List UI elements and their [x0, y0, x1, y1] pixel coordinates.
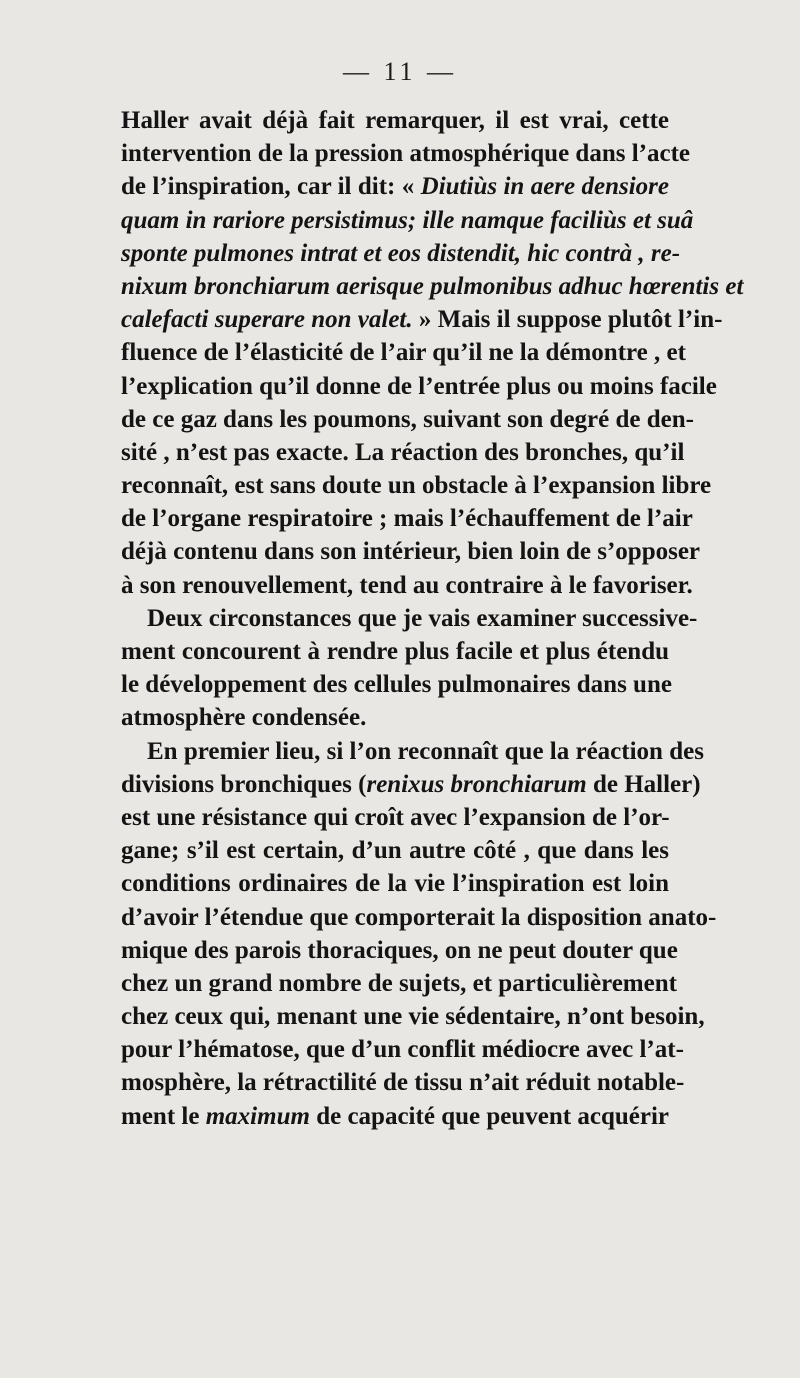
text-line — [121, 535, 701, 568]
text-segment: » Mais il suppose plutôt l’in- — [412, 306, 723, 334]
italic-text: calefacti superare non valet. — [121, 306, 413, 334]
text-line — [121, 901, 717, 934]
text-segment: fluence de l’élasticité de l’air qu’il ne la démontre , et — [121, 339, 686, 367]
italic-text: sponte pulmones intrat et eos distendit, hic contrà , re- — [121, 239, 681, 267]
text-line — [121, 867, 669, 900]
text-line — [121, 336, 686, 369]
text-segment: déjà contenu dans son intérieur, bien loin de s’opposer — [121, 538, 701, 566]
text-segment: le développement des cellules pulmonaires dans une — [121, 671, 672, 699]
text-line — [121, 1100, 669, 1133]
italic-text: Diutiùs in aere densiore — [420, 173, 670, 201]
text-line — [121, 934, 678, 967]
text-segment: mosphère, la rétractilité de tissu n’ait réduit notable- — [121, 1069, 685, 1097]
text-segment: divisions bronchiques ( — [121, 770, 367, 798]
text-segment: sité , n’est pas exacte. La réaction des bronches, qu’il — [121, 438, 685, 466]
text-line — [121, 1000, 705, 1033]
text-segment: Deux circonstances que je vais examiner successive- — [147, 604, 698, 632]
text-segment: mique des parois thoraciques, on ne peut douter que — [121, 936, 678, 964]
text-line — [121, 104, 669, 137]
text-line — [121, 834, 669, 867]
text-line — [121, 635, 669, 668]
text-line — [121, 237, 681, 270]
text-line — [121, 768, 701, 801]
text-line — [121, 1033, 684, 1066]
italic-text: nixum bronchiarum aerisque pulmonibus adhuc hœrentis et — [121, 272, 744, 300]
text-segment: ment le — [121, 1102, 206, 1130]
text-line — [121, 701, 669, 734]
text-segment: de l’organe respiratoire ; mais l’échauffement de l’air — [121, 505, 693, 533]
text-line — [121, 270, 744, 303]
text-line — [121, 469, 712, 502]
text-line — [121, 735, 704, 768]
body-text — [121, 104, 744, 1133]
text-line — [121, 569, 693, 602]
text-segment: atmosphère condensée. — [121, 704, 367, 732]
text-segment: à son renouvellement, tend au contraire à le favoriser. — [121, 571, 693, 599]
text-segment: reconnaît, est sans doute un obstacle à l’expansion libre — [121, 472, 712, 500]
text-line — [121, 502, 693, 535]
text-segment: de Haller) — [586, 770, 701, 798]
text-line — [121, 370, 717, 403]
text-line — [121, 170, 669, 203]
text-line — [121, 1066, 685, 1099]
text-line — [121, 204, 694, 237]
italic-text: maximum — [205, 1102, 310, 1130]
text-segment: En premier lieu, si l’on reconnaît que la réaction des — [147, 737, 704, 765]
text-line — [121, 403, 694, 436]
text-segment: l’explication qu’il donne de l’entrée plus ou moins facile — [121, 372, 717, 400]
italic-text: quam in rariore persistimus; ille namque faciliùs et suâ — [121, 206, 694, 234]
text-segment: Haller avait déjà fait remarquer, il est vrai, cette — [121, 107, 669, 134]
text-line — [121, 801, 669, 834]
text-line — [121, 967, 677, 1000]
text-segment: chez ceux qui, menant une vie sédentaire, n’ont besoin, — [121, 1003, 705, 1031]
text-segment: ment concourent à rendre plus facile et plus étendu — [121, 638, 669, 665]
text-line — [121, 137, 690, 170]
text-segment: gane; s’il est certain, d’un autre côté , que dans les — [121, 837, 669, 865]
page-number: — 11 — — [342, 57, 458, 86]
text-line — [121, 668, 672, 701]
text-segment: intervention de la pression atmosphérique dans l’acte — [121, 140, 690, 168]
text-segment: pour l’hématose, que d’un conflit médiocre avec l’at- — [121, 1036, 684, 1064]
text-segment: conditions ordinaires de la vie l’inspiration est loin — [121, 870, 669, 898]
text-segment: est une résistance qui croît avec l’expansion de l’or- — [121, 803, 670, 831]
text-line — [121, 436, 685, 469]
text-segment: de ce gaz dans les poumons, suivant son degré de den- — [121, 405, 694, 433]
text-line — [121, 602, 698, 635]
italic-text: renixus bronchiarum — [366, 770, 587, 798]
text-line — [121, 303, 723, 336]
text-segment: de capacité que peuvent acquérir — [309, 1102, 669, 1130]
text-segment: de l’inspiration, car il dit: « — [121, 173, 421, 201]
text-segment: chez un grand nombre de sujets, et particulièrement — [121, 969, 677, 997]
text-segment: d’avoir l’étendue que comporterait la disposition anato- — [121, 903, 717, 931]
